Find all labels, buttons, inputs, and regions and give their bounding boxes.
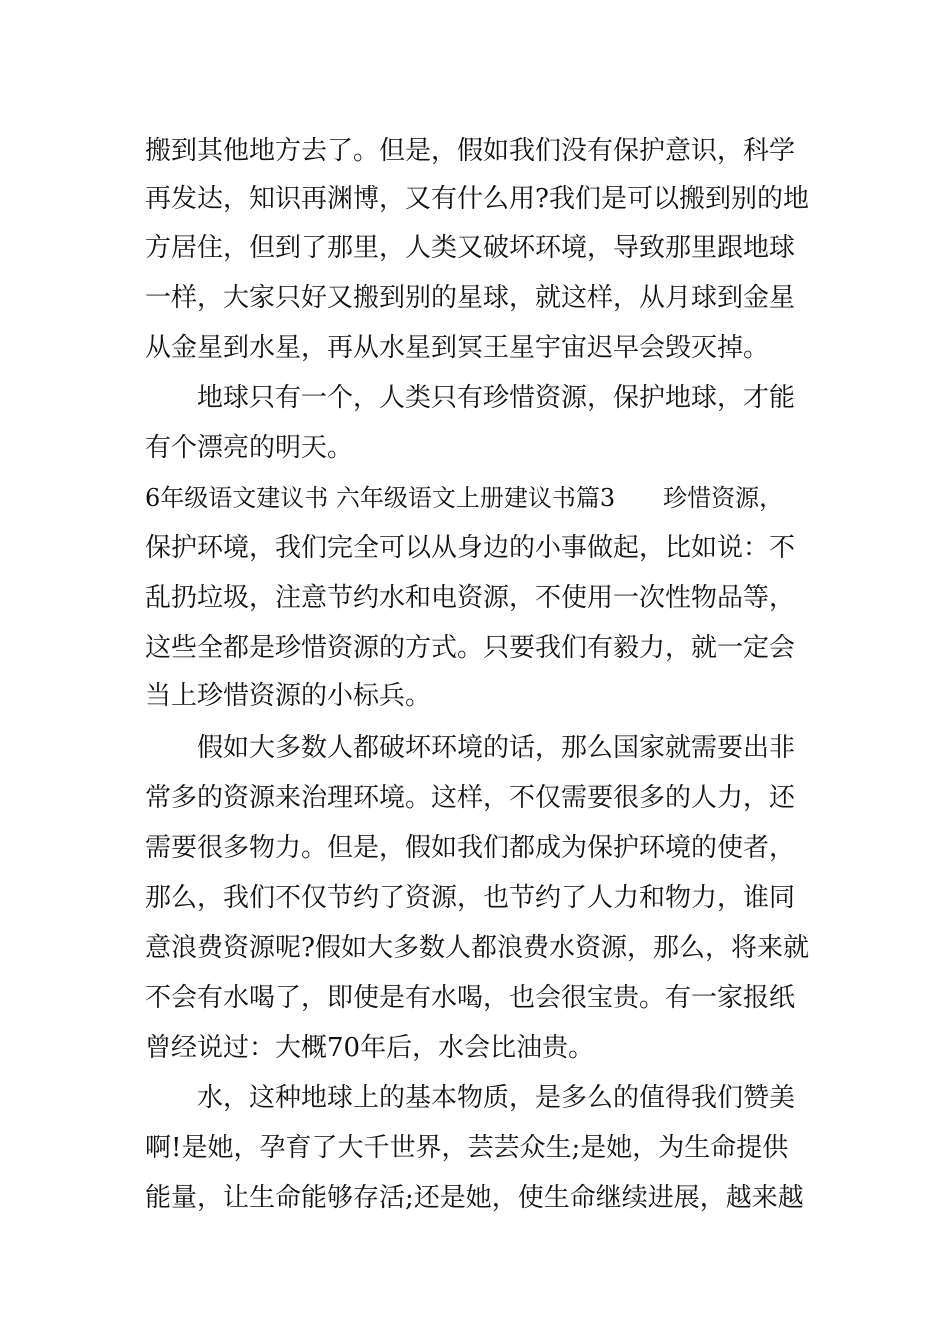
text-line: 保护环境，我们完全可以从身边的小事做起，比如说：不 <box>145 533 796 563</box>
text-line: 曾经说过：大概70年后，水会比油贵。 <box>145 1033 595 1063</box>
text-line: 常多的资源来治理环境。这样，不仅需要很多的人力，还 <box>145 783 796 813</box>
text-line: 不会有水喝了，即使是有水喝，也会很宝贵。有一家报纸 <box>145 983 796 1013</box>
paragraph-start-line: 地球只有一个，人类只有珍惜资源，保护地球，才能 <box>197 383 796 413</box>
text-line: 这些全都是珍惜资源的方式。只要我们有毅力，就一定会 <box>145 633 796 663</box>
text-line: 那么，我们不仅节约了资源，也节约了人力和物力，谁同 <box>145 883 796 913</box>
text-line: 啊!是她，孕育了大千世界，芸芸众生;是她，为生命提供 <box>145 1133 789 1163</box>
text-line: 有个漂亮的明天。 <box>145 433 354 463</box>
paragraph-start-line: 水，这种地球上的基本物质，是多么的值得我们赞美 <box>197 1083 796 1113</box>
text-line: 从金星到水星，再从水星到冥王星宇宙迟早会毁灭掉。 <box>145 333 770 363</box>
text-line: 乱扔垃圾，注意节约水和电资源，不使用一次性物品等， <box>145 583 796 613</box>
section-heading-line: 6年级语文建议书 六年级语文上册建议书篇3 珍惜资源， <box>145 484 784 512</box>
text-line: 能量，让生命能够存活;还是她，使生命继续进展，越来越 <box>145 1183 804 1213</box>
text-line: 意浪费资源呢?假如大多数人都浪费水资源，那么，将来就 <box>145 933 809 963</box>
text-line: 搬到其他地方去了。但是，假如我们没有保护意识，科学 <box>145 136 796 166</box>
text-line: 需要很多物力。但是，假如我们都成为保护环境的使者， <box>145 833 796 863</box>
text-line: 再发达，知识再渊博，又有什么用?我们是可以搬到别的地 <box>145 184 809 214</box>
paragraph-start-line: 假如大多数人都破坏环境的话，那么国家就需要出非 <box>197 733 796 763</box>
text-line: 方居住，但到了那里，人类又破坏环境，导致那里跟地球 <box>145 233 796 263</box>
text-line: 当上珍惜资源的小标兵。 <box>145 681 432 711</box>
text-line: 一样，大家只好又搬到别的星球，就这样，从月球到金星 <box>145 283 796 313</box>
